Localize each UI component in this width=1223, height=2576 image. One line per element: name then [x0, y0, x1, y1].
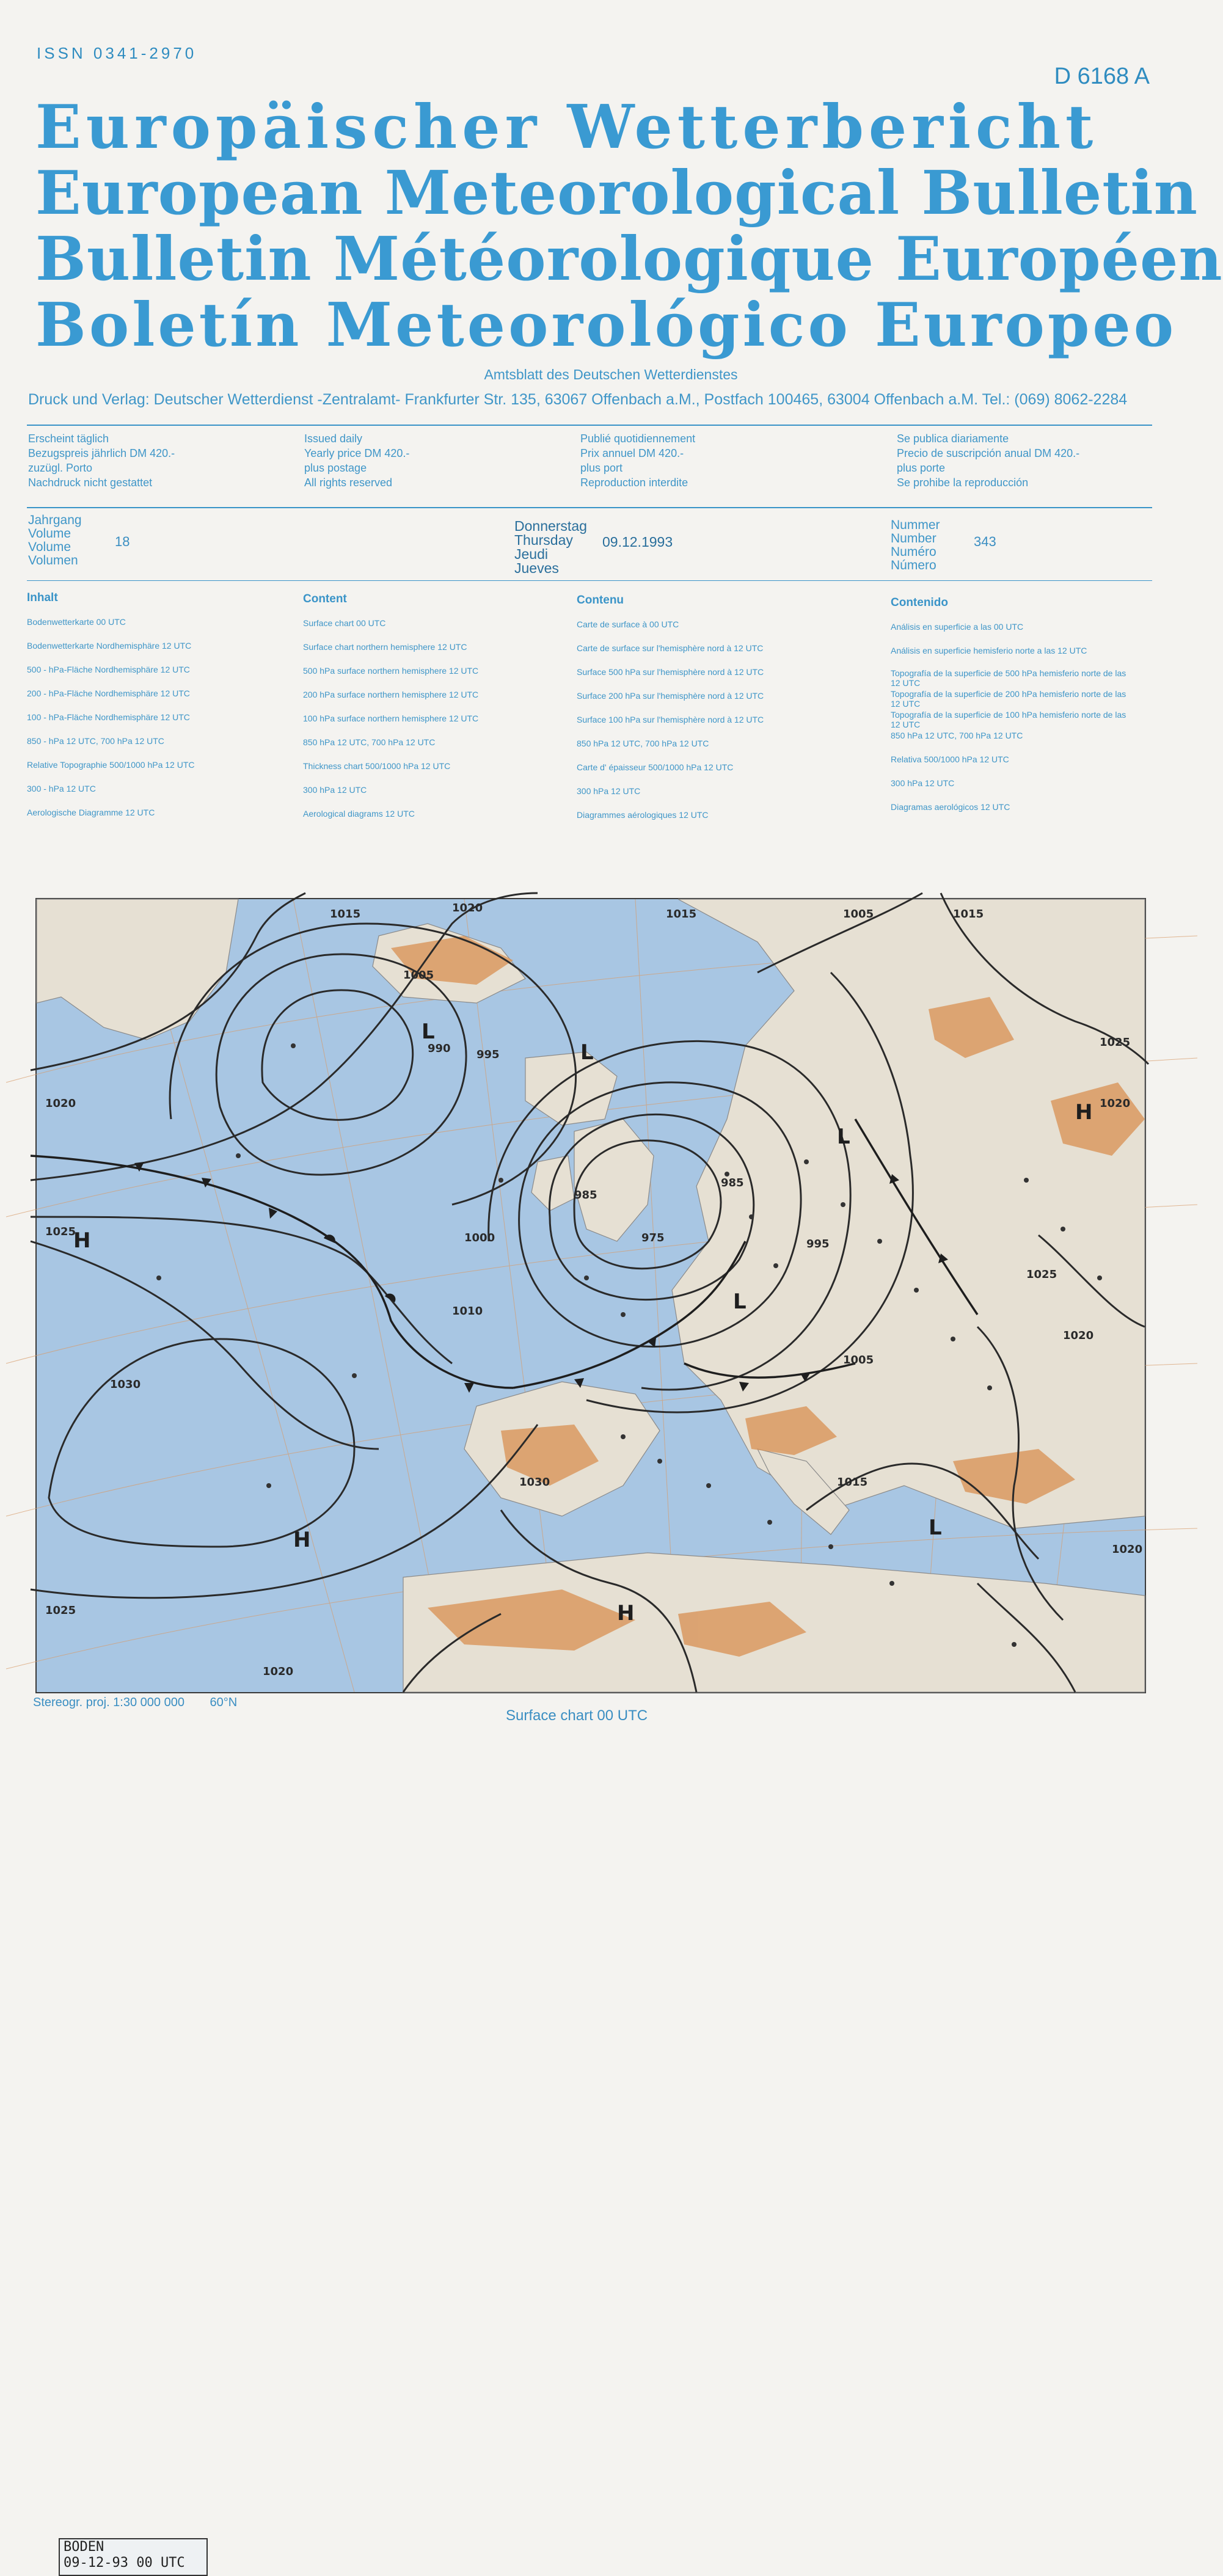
contents-item: Análisis en superficie a las 00 UTC: [891, 622, 1024, 632]
isobar-label: 975: [641, 1231, 665, 1244]
isobar-label: 995: [476, 1048, 500, 1061]
contents-item: 500 - hPa-Fläche Nordhemisphäre 12 UTC: [27, 665, 190, 674]
contents-item: Topografía de la superficie de 500 hPa hemisferio norte de las 12 UTC: [891, 668, 1126, 688]
contents-item: Bodenwetterkarte 00 UTC: [27, 617, 126, 627]
map-canvas: [37, 899, 1145, 1692]
contents-item: Carte de surface à 00 UTC: [577, 619, 679, 629]
contents-item: 100 hPa surface northern hemisphere 12 UTC: [303, 713, 479, 723]
contents-item: Relative Topographie 500/1000 hPa 12 UTC: [27, 760, 195, 770]
contents-item: 100 - hPa-Fläche Nordhemisphäre 12 UTC: [27, 712, 190, 722]
stamp-title: BODEN: [64, 2539, 104, 2555]
info-french: [580, 431, 695, 490]
title-english: European Meteorological Bulletin: [35, 158, 1198, 228]
contents-item: Aerologische Diagramme 12 UTC: [27, 808, 155, 817]
number-labels: Nummer Number Numéro Número: [891, 518, 940, 572]
high-pressure-center: H: [617, 1601, 635, 1626]
isobar-label: 1030: [519, 1476, 550, 1489]
info-spanish: [897, 431, 1079, 490]
info-line: Bezugspreis jährlich DM 420.-: [28, 447, 175, 459]
contents-item: Topografía de la superficie de 200 hPa hemisferio norte de las 12 UTC: [891, 689, 1126, 709]
info-german: [28, 431, 175, 490]
contents-heading: Inhalt: [27, 591, 58, 604]
isobar-label: 1005: [403, 969, 434, 982]
contents-item: 850 - hPa 12 UTC, 700 hPa 12 UTC: [27, 736, 164, 746]
contents-item: 300 - hPa 12 UTC: [27, 784, 96, 794]
issue-date: 09.12.1993: [602, 534, 673, 550]
high-pressure-center: H: [73, 1228, 91, 1253]
isobar-label: 995: [806, 1238, 830, 1250]
contents-item: Relativa 500/1000 hPa 12 UTC: [891, 754, 1009, 764]
info-line: All rights reserved: [304, 476, 393, 489]
contents-item: 200 hPa surface northern hemisphere 12 UTC: [303, 690, 479, 699]
contents-item: 500 hPa surface northern hemisphere 12 UTC: [303, 666, 479, 676]
contents-item: 300 hPa 12 UTC: [303, 785, 367, 795]
low-pressure-center: L: [929, 1516, 942, 1540]
volume-labels: Jahrgang Volume Volume Volumen: [28, 513, 82, 567]
contents-item: 850 hPa 12 UTC, 700 hPa 12 UTC: [577, 739, 709, 748]
low-pressure-center: L: [837, 1125, 850, 1149]
isobar-label: 1015: [837, 1476, 868, 1489]
info-line: Issued daily: [304, 432, 363, 445]
projection-scale: Stereogr. proj. 1:30 000 000: [33, 1696, 184, 1709]
contents-heading: Contenido: [891, 596, 948, 609]
contents-item: 200 - hPa-Fläche Nordhemisphäre 12 UTC: [27, 688, 190, 698]
contents-item: Bodenwetterkarte Nordhemisphäre 12 UTC: [27, 641, 192, 651]
contents-item: Aerological diagrams 12 UTC: [303, 809, 415, 819]
map-caption: Surface chart 00 UTC: [506, 1707, 648, 1724]
info-line: Precio de suscripción anual DM 420.-: [897, 447, 1080, 459]
info-line: plus porte: [897, 462, 946, 474]
isobar-label: 985: [721, 1177, 744, 1189]
info-english: [304, 431, 409, 490]
contents-item: 300 hPa 12 UTC: [577, 786, 641, 796]
isobar-label: 1015: [666, 908, 697, 921]
contents-item: 850 hPa 12 UTC, 700 hPa 12 UTC: [303, 737, 436, 747]
contents-item: Carte d' épaisseur 500/1000 hPa 12 UTC: [577, 762, 734, 772]
isobar-label: 985: [574, 1189, 597, 1202]
contents-item: Carte de surface sur l'hemisphère nord à 12 UTC: [577, 643, 764, 653]
info-line: plus port: [580, 462, 623, 474]
isobar-label: 1020: [263, 1665, 294, 1678]
isobar-label: 1025: [45, 1604, 76, 1617]
contents-item: 300 hPa 12 UTC: [891, 778, 955, 788]
contents-french: [577, 594, 870, 820]
contents-item: Análisis en superficie hemisferio norte a las 12 UTC: [891, 646, 1087, 655]
isobar-label: 1020: [1100, 1097, 1131, 1110]
info-line: Se publica diariamente: [897, 432, 1009, 445]
isobar-label: 1030: [110, 1378, 141, 1391]
isobar-label: 1005: [843, 908, 874, 921]
projection-note: [33, 1696, 237, 1710]
divider: [27, 507, 1152, 508]
contents-item: Surface 500 hPa sur l'hemisphère nord à 12 UTC: [577, 667, 764, 677]
info-line: Reproduction interdite: [580, 476, 688, 489]
low-pressure-center: L: [733, 1290, 747, 1314]
contents-heading: Content: [303, 593, 347, 605]
volume-value: 18: [115, 534, 130, 549]
info-line: Erscheint täglich: [28, 432, 109, 445]
isobar-label: 1020: [1063, 1329, 1094, 1342]
stamp-time: 09-12-93 00 UTC: [64, 2555, 185, 2571]
contents-item: Diagrammes aérologiques 12 UTC: [577, 810, 709, 820]
info-line: Se prohibe la reproducción: [897, 476, 1029, 489]
info-line: Publié quotidiennement: [580, 432, 696, 445]
issn-number: ISSN 0341-2970: [37, 44, 197, 62]
contents-german: [27, 591, 290, 817]
weekday-labels: Donnerstag Thursday Jeudi Jueves: [514, 518, 587, 576]
contents-item: Diagramas aerológicos 12 UTC: [891, 802, 1010, 812]
contents-spanish: [891, 596, 1147, 812]
title-german: Europäischer Wetterbericht: [35, 92, 1098, 162]
amtsblatt-line: Amtsblatt des Deutschen Wetterdienstes: [484, 367, 738, 382]
title-french: Bulletin Météorologique Européen: [35, 224, 1223, 294]
info-line: Prix annuel DM 420.-: [580, 447, 684, 459]
isobar-label: 1025: [1026, 1268, 1057, 1281]
divider: [27, 425, 1152, 426]
document-number: D 6168 A: [1054, 64, 1150, 89]
contents-item: Surface chart northern hemisphere 12 UTC: [303, 642, 467, 652]
map-stamp: [59, 2538, 208, 2576]
publisher-line: Druck und Verlag: Deutscher Wetterdienst -Zentralamt- Frankfurter Str. 135, 63067 Offenbach a.M., Postfach 100465, 63004 Offenbach a.M. Tel.: (069) 8062-2284: [28, 391, 1128, 408]
contents-item: Thickness chart 500/1000 hPa 12 UTC: [303, 761, 451, 771]
info-line: Yearly price DM 420.-: [304, 447, 410, 459]
isobar-label: 1020: [1112, 1543, 1143, 1556]
title-spanish: Boletín Meteorológico Europeo: [35, 290, 1177, 360]
high-pressure-center: H: [293, 1528, 311, 1552]
low-pressure-center: L: [580, 1040, 594, 1065]
isobar-label: 990: [428, 1042, 451, 1055]
isobar-label: 1010: [452, 1305, 483, 1318]
contents-item: Surface chart 00 UTC: [303, 618, 386, 628]
contents-heading: Contenu: [577, 594, 624, 607]
low-pressure-center: L: [422, 1020, 435, 1044]
isobar-label: 1000: [464, 1231, 495, 1244]
info-line: zuzügl. Porto: [28, 462, 93, 474]
high-pressure-center: H: [1075, 1100, 1093, 1125]
isobar-label: 1020: [452, 902, 483, 914]
issue-number: 343: [974, 534, 996, 549]
info-line: plus postage: [304, 462, 367, 474]
isobar-label: 1015: [330, 908, 361, 921]
isobar-label: 1015: [953, 908, 984, 921]
divider: [27, 580, 1152, 581]
info-line: Nachdruck nicht gestattet: [28, 476, 153, 489]
contents-item: Surface 100 hPa sur l'hemisphère nord à 12 UTC: [577, 715, 764, 724]
contents-english: [303, 593, 566, 819]
isobar-label: 1025: [1100, 1036, 1131, 1049]
isobar-label: 1005: [843, 1354, 874, 1366]
contents-item: Surface 200 hPa sur l'hemisphère nord à 12 UTC: [577, 691, 764, 701]
contents-item: Topografía de la superficie de 100 hPa hemisferio norte de las 12 UTC: [891, 710, 1126, 729]
contents-item: 850 hPa 12 UTC, 700 hPa 12 UTC: [891, 731, 1023, 740]
isobar-label: 1020: [45, 1097, 76, 1110]
isobar-label: 1025: [45, 1225, 76, 1238]
reference-latitude: 60°N: [210, 1696, 238, 1709]
